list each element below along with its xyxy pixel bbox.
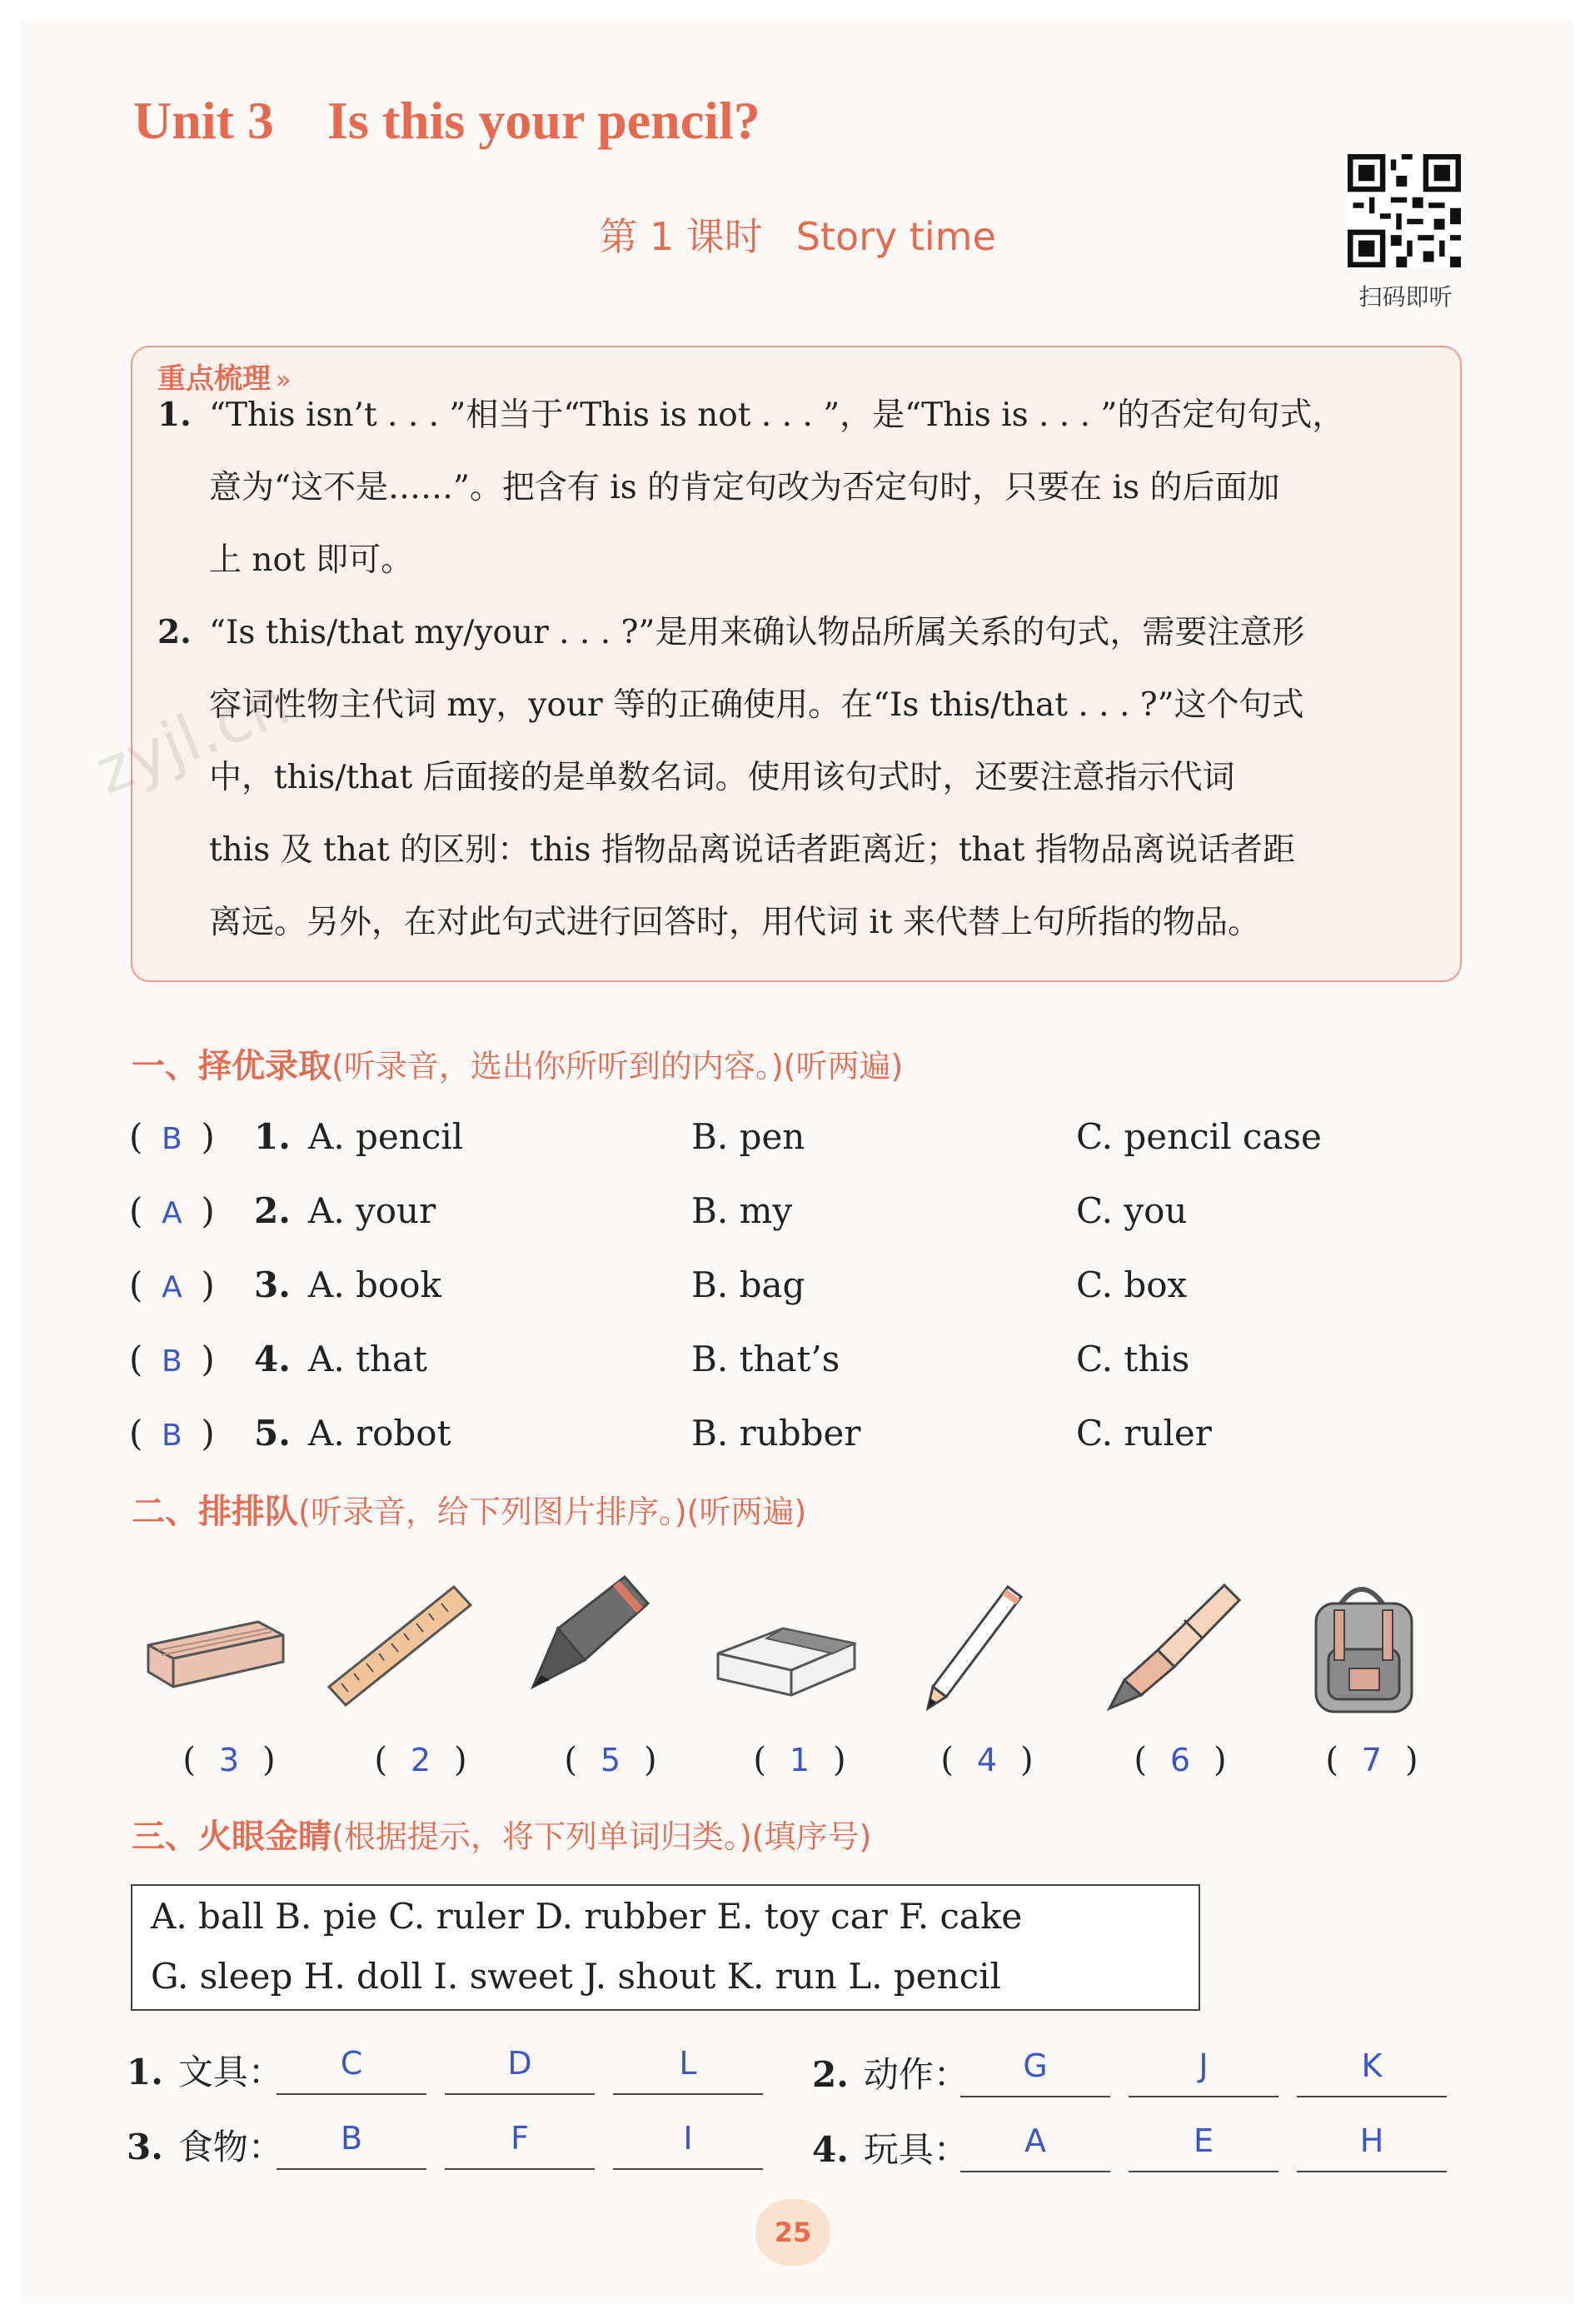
qr-code-icon[interactable] [1348,154,1461,267]
order-value: 1 [789,1742,810,1778]
word-bank-line: A. ball B. pie C. ruler D. rubber E. toy car F. cake [151,1896,1023,1937]
option-b: B. rubber [691,1413,861,1454]
answer-blank[interactable]: J [1129,2047,1278,2097]
rubber-icon [708,1570,866,1720]
order-slot[interactable]: ( 1 ) [753,1741,846,1779]
answer-value: A [162,1196,182,1230]
qr-caption: 扫码即听 [1358,283,1453,311]
key-point-line: this 及 that 的区别：this 指物品离说话者距离近；that 指物品离说话者距 [209,831,1295,869]
question-row [129,1116,1462,1166]
question-number: 4. [254,1339,291,1379]
answer-blank[interactable]: B [277,2120,426,2170]
answer-blank[interactable]: H [1297,2122,1447,2172]
lesson-label: 第 1 课时 [599,214,763,259]
key-point-line: “Is this/that my/your . . . ?”是用来确认物品所属关系的句式，需要注意形 [209,614,1305,651]
category-number: 1. [127,2052,163,2092]
order-value: 3 [218,1742,240,1778]
answer-bracket[interactable]: ( B ) [129,1116,215,1157]
answer-blank[interactable]: E [1129,2122,1278,2172]
answer-value: A [162,1270,182,1304]
question-number: 1. [254,1116,291,1157]
schoolbag-icon [1283,1570,1441,1720]
order-value: 7 [1361,1742,1383,1778]
unit-title: Unit 3 Is this your pencil? [133,91,760,150]
answer-value: B [162,1419,182,1453]
category-name: 文具： [177,2052,283,2092]
category-label [812,2122,969,2172]
category-row [812,2122,1453,2181]
category-name: 动作： [863,2054,969,2095]
category-label [127,2045,283,2095]
key-point-number: 2. [157,613,192,651]
order-slot[interactable]: ( 2 ) [374,1741,467,1779]
option-a: A. robot [308,1413,451,1454]
option-b: B. that’s [691,1339,840,1379]
category-number: 2. [812,2054,849,2095]
order-value: 4 [976,1742,998,1778]
key-point-line: “This isn’t . . . ”相当于“This is not . . . ”，是“This is . . . ”的否定句句式， [209,396,1345,434]
answer-blank[interactable]: L [613,2045,763,2095]
order-slot[interactable]: ( 3 ) [182,1741,276,1779]
category-number: 3. [127,2127,163,2167]
option-c: C. ruler [1076,1413,1212,1454]
option-a: A. that [308,1339,427,1379]
question-number: 3. [254,1264,291,1305]
answer-bracket[interactable]: ( B ) [129,1339,215,1379]
word-bank-line: G. sleep H. doll I. sweet J. shout K. run L. pencil [151,1956,1001,1997]
answer-blank[interactable]: I [613,2120,763,2170]
key-points-box [131,346,1462,982]
answer-value: B [162,1122,182,1156]
key-point-line: 离远。另外，在对此句式进行回答时，用代词 it 来代替上句所指的物品。 [209,904,1260,941]
category-label [812,2047,969,2097]
option-a: A. book [308,1264,441,1305]
section-3-heading: 三、火眼金睛 [132,1818,331,1856]
question-row [129,1413,1462,1463]
order-slot[interactable]: ( 7 ) [1325,1741,1418,1779]
answer-blank[interactable]: F [445,2120,595,2170]
order-answers [0,1741,1595,1791]
ruler-icon [321,1570,479,1720]
option-c: C. this [1076,1339,1190,1379]
category-label [127,2120,283,2170]
answer-bracket[interactable]: ( A ) [129,1190,215,1231]
answer-value: B [162,1344,182,1379]
crayon-icon [508,1570,666,1720]
section-2-heading: 二、排排队 [132,1493,298,1531]
option-b: B. my [691,1190,793,1231]
answer-blank[interactable]: A [960,2122,1110,2172]
section-3-title [132,1810,871,1858]
order-slot[interactable]: ( 6 ) [1134,1741,1227,1779]
key-point-2 [157,596,1440,959]
question-row [129,1264,1462,1314]
section-2-title [132,1485,806,1533]
category-number: 4. [812,2129,849,2170]
question-number: 5. [254,1413,291,1454]
key-point-number: 1. [157,396,192,434]
key-point-1 [157,379,1440,596]
order-value: 2 [410,1742,431,1778]
watermark: zyjl.cn [85,665,300,809]
page-number: 25 [755,2199,830,2266]
pencil-icon [900,1570,1058,1720]
question-row [129,1339,1462,1389]
order-slot[interactable]: ( 4 ) [940,1741,1034,1779]
pencil-case-icon [133,1570,292,1720]
key-point-line: 容词性物主代词 my，your 等的正确使用。在“Is this/that . . . ?”这个句式 [209,686,1304,724]
category-row [127,2045,760,2103]
key-points-heading-text: 重点梳理 [157,362,271,396]
answer-blank[interactable]: K [1297,2047,1447,2097]
order-slot[interactable]: ( 5 ) [564,1741,657,1779]
category-row [127,2120,760,2178]
word-bank [131,1884,1200,2011]
key-point-line: 上 not 即可。 [209,541,414,579]
option-a: A. your [308,1190,436,1231]
section-1-heading: 一、择优录取 [132,1047,331,1085]
pen-icon [1091,1570,1249,1720]
answer-blank[interactable]: G [960,2047,1110,2097]
lesson-name: Story time [795,214,996,259]
section-1-title [132,1040,903,1087]
answer-blank[interactable]: C [277,2045,426,2095]
order-value: 6 [1169,1742,1191,1778]
category-name: 食物： [177,2127,283,2167]
question-row [129,1190,1462,1240]
category-name: 玩具： [863,2129,969,2170]
key-point-line: 意为“这不是……”。把含有 is 的肯定句改为否定句时，只要在 is 的后面加 [209,469,1280,506]
section-3-note: (根据提示，将下列单词归类。)(填序号) [331,1818,872,1855]
section-2-note: (听录音，给下列图片排序。)(听两遍) [298,1494,807,1530]
double-arrow-icon: » [276,366,292,395]
answer-blank[interactable]: D [445,2045,595,2095]
picture-row [133,1570,1466,1720]
option-b: B. pen [691,1116,805,1157]
answer-bracket[interactable]: ( B ) [129,1413,215,1454]
option-c: C. pencil case [1076,1116,1322,1157]
section-1-note: (听录音，选出你所听到的内容。)(听两遍) [331,1048,904,1085]
order-value: 5 [600,1742,621,1778]
key-point-line: 中，this/that 后面接的是单数名词。使用该句式时，还要注意指示代词 [209,759,1235,796]
question-number: 2. [254,1190,291,1231]
option-c: C. you [1076,1190,1188,1231]
option-b: B. bag [691,1264,805,1305]
answer-bracket[interactable]: ( A ) [129,1264,215,1305]
option-c: C. box [1076,1264,1188,1305]
category-row [812,2047,1453,2106]
option-a: A. pencil [308,1116,464,1157]
